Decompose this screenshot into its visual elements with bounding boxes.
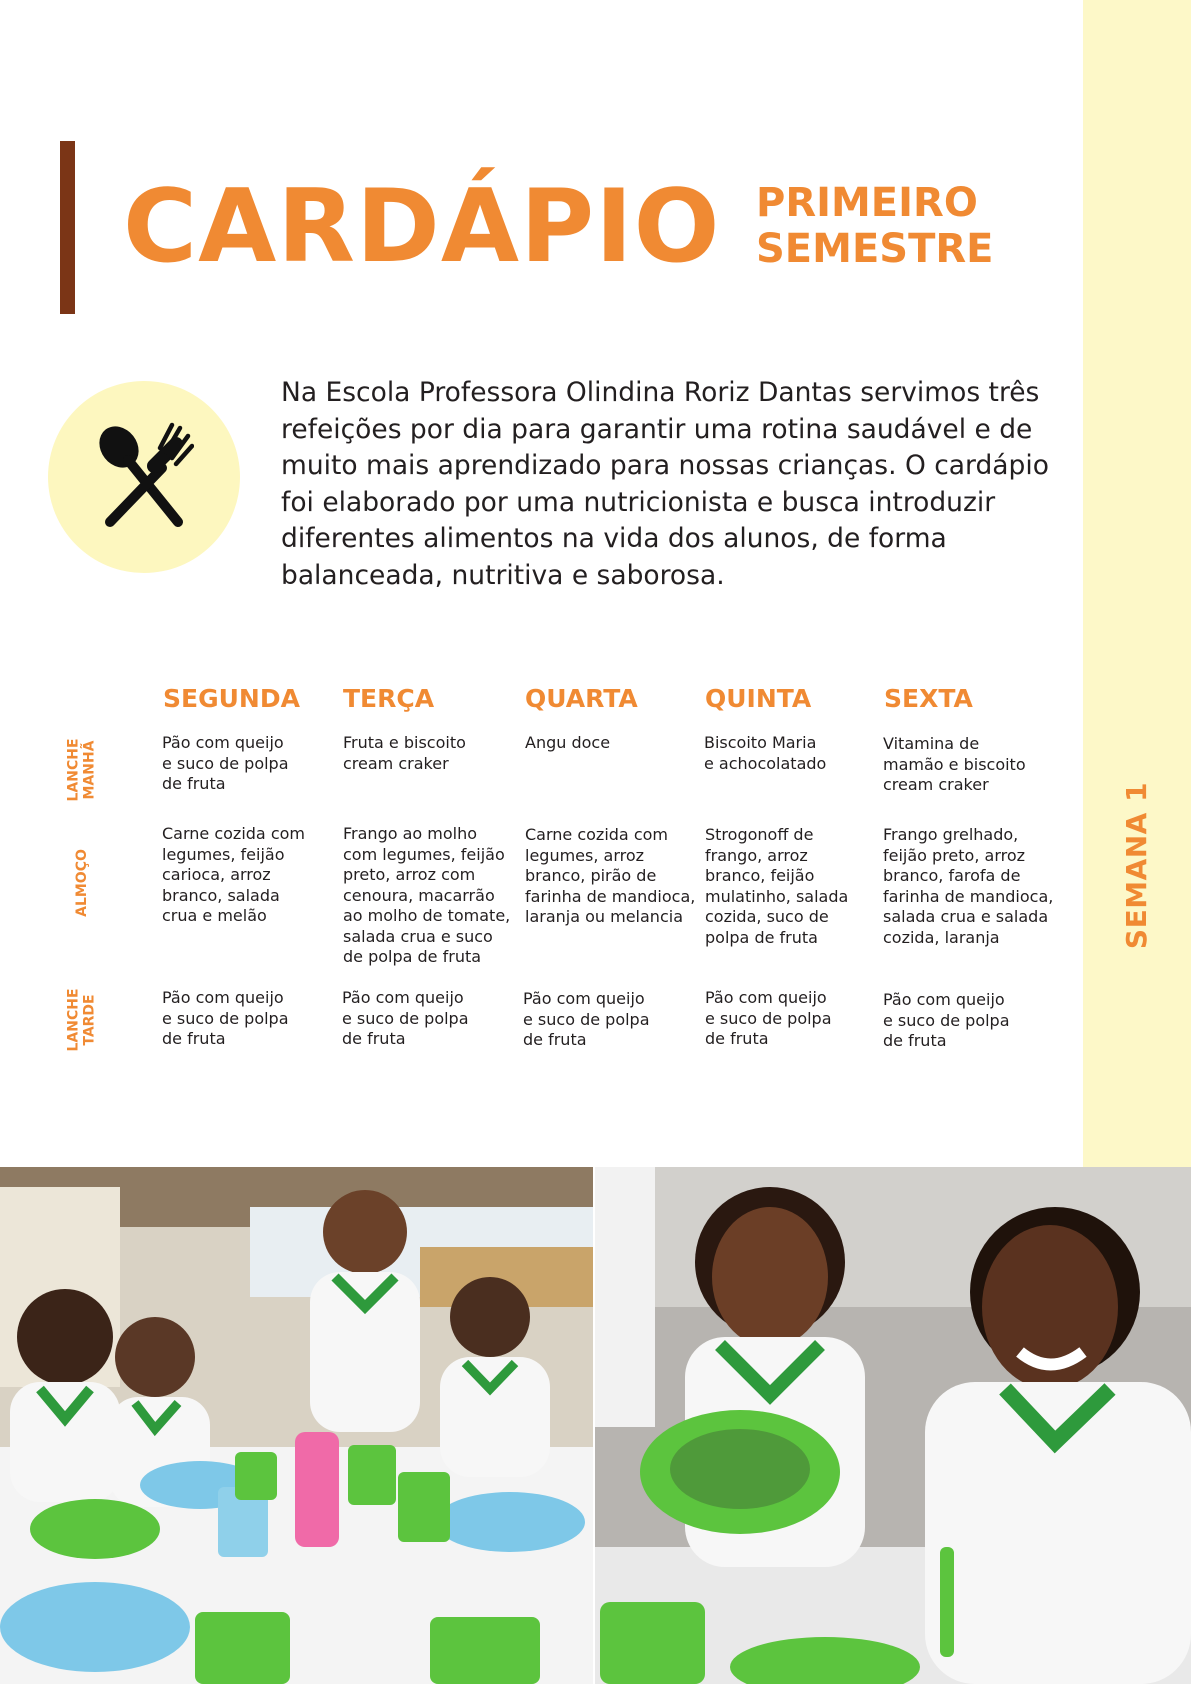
day-header-quinta: QUINTA — [705, 684, 812, 713]
title-accent-bar — [60, 141, 75, 314]
menu-cell: Fruta e biscoito cream craker — [343, 733, 466, 773]
photo-children-eating-table — [0, 1167, 593, 1684]
side-strip — [1083, 0, 1191, 1167]
cutlery-badge — [48, 381, 240, 573]
intro-paragraph: Na Escola Professora Olindina Roriz Dantas servimos três refeições por dia para garantir uma rotina saudável e de muito mais aprendizado para nossas crianças. O cardápio foi elaborado por uma nutricionista e busca introduzir diferentes alimentos na vida dos alunos, de forma balanceada, nutritiva e saborosa. — [281, 377, 1049, 591]
subtitle-line-1: PRIMEIRO — [756, 180, 978, 226]
menu-cell: Carne cozida com legumes, arroz branco, pirão de farinha de mandioca, laranja ou melancia — [525, 825, 696, 926]
day-header-segunda: SEGUNDA — [163, 684, 300, 713]
menu-cell: Frango ao molho com legumes, feijão preto, arroz com cenoura, macarrão ao molho de tomate, salada crua e suco de polpa de fruta — [343, 824, 511, 966]
day-header-terca: TERÇA — [343, 684, 435, 713]
fork-spoon-icon — [94, 422, 194, 532]
page-title: CARDÁPIO — [123, 167, 721, 285]
menu-cell: Angu doce — [525, 733, 611, 752]
menu-cell: Pão com queijo e suco de polpa de fruta — [342, 988, 469, 1048]
menu-cell: Pão com queijo e suco de polpa de fruta — [523, 989, 650, 1049]
page-subtitle — [756, 180, 993, 272]
meal-label-lanche-manha: LANCHE MANHÃ — [66, 738, 98, 802]
menu-cell: Pão com queijo e suco de polpa de fruta — [162, 988, 289, 1048]
photo-children-smiling-plates — [595, 1167, 1191, 1684]
menu-cell: Frango grelhado, feijão preto, arroz branco, farofa de farinha de mandioca, salada crua e salada cozida, laranja — [883, 825, 1054, 947]
menu-cell: Carne cozida com legumes, feijão carioca, arroz branco, salada crua e melão — [162, 824, 305, 925]
subtitle-line-2: SEMESTRE — [756, 226, 994, 272]
menu-cell: Strogonoff de frango, arroz branco, feijão mulatinho, salada cozida, suco de polpa de fruta — [705, 825, 849, 947]
meal-label-almoco: ALMOÇO — [74, 848, 91, 917]
menu-cell: Pão com queijo e suco de polpa de fruta — [883, 990, 1010, 1050]
menu-cell: Biscoito Maria e achocolatado — [704, 733, 827, 773]
day-header-quarta: QUARTA — [525, 684, 638, 713]
menu-cell: Pão com queijo e suco de polpa de fruta — [705, 988, 832, 1048]
menu-cell: Vitamina de mamão e biscoito cream craker — [883, 734, 1026, 794]
meal-label-lanche-tarde: LANCHE TARDE — [66, 988, 98, 1052]
week-label: SEMANA 1 — [1120, 781, 1154, 949]
menu-cell: Pão com queijo e suco de polpa de fruta — [162, 733, 289, 793]
day-header-sexta: SEXTA — [884, 684, 973, 713]
